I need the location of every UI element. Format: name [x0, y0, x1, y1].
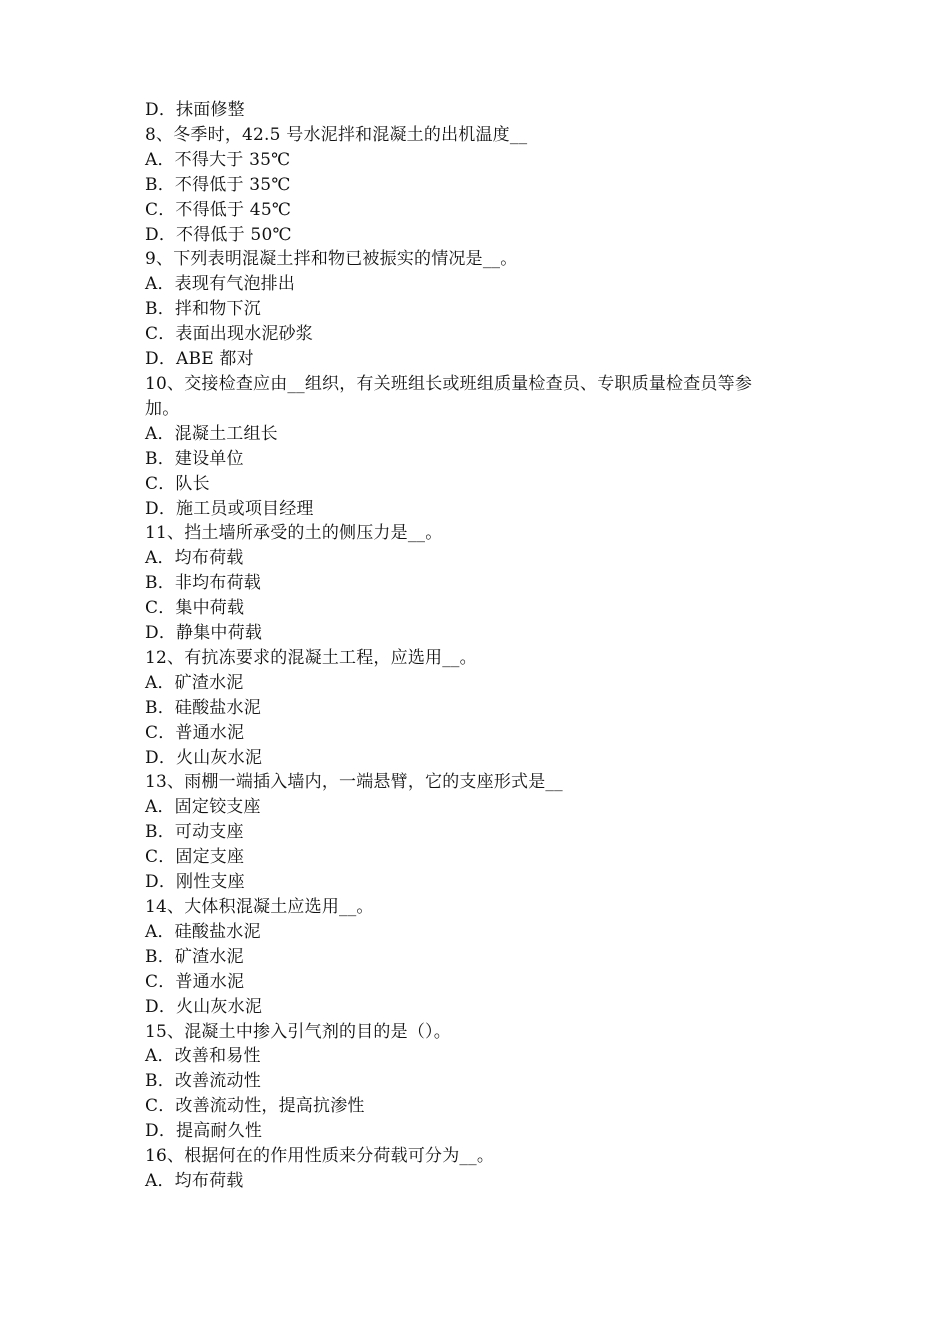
question-line: 11、挡土墙所承受的土的侧压力是__。 [145, 523, 443, 544]
answer-option: D．抹面修整 [145, 100, 245, 120]
question-line: 10、交接检查应由__组织，有关班组长或班组质量检查员、专职质量检查员等参 [145, 373, 753, 394]
question-line: 16、根据何在的作用性质来分荷载可分为__。 [145, 1146, 495, 1167]
question-line: 13、雨棚一端插入墙内，一端悬臂，它的支座形式是__ [145, 772, 563, 793]
answer-option: D．静集中荷载 [145, 623, 263, 644]
answer-option: D．提高耐久性 [145, 1121, 263, 1142]
answer-option: A．改善和易性 [145, 1046, 261, 1067]
answer-option: B．非均布荷载 [145, 573, 261, 594]
answer-option: B．拌和物下沉 [145, 299, 261, 320]
answer-option: B．矿渣水泥 [145, 946, 244, 967]
answer-option: B．改善流动性 [145, 1071, 261, 1092]
answer-option: D．火山灰水泥 [145, 747, 263, 768]
answer-option: D．施工员或项目经理 [145, 498, 314, 519]
answer-option: C．不得低于 45℃ [145, 199, 292, 220]
answer-option: A．均布荷载 [145, 1170, 244, 1191]
answer-option: A．矿渣水泥 [145, 672, 244, 693]
answer-option: A．硅酸盐水泥 [145, 921, 261, 942]
answer-option: C．普通水泥 [145, 971, 245, 992]
answer-option: C．队长 [145, 473, 210, 494]
answer-option: A．混凝土工组长 [145, 423, 278, 444]
question-line: 15、混凝土中掺入引气剂的目的是（）。 [145, 1021, 451, 1042]
answer-option: B．硅酸盐水泥 [145, 697, 261, 718]
answer-option: D．刚性支座 [145, 872, 245, 893]
document-body [145, 98, 815, 1194]
answer-option: A．均布荷载 [145, 548, 244, 569]
question-line: 14、大体积混凝土应选用__。 [145, 897, 374, 917]
answer-option: D．火山灰水泥 [145, 996, 263, 1017]
answer-option: C．集中荷载 [145, 598, 245, 619]
answer-option: B．不得低于 35℃ [145, 174, 291, 195]
question-line-continued: 加。 [145, 398, 180, 419]
answer-option: C．固定支座 [145, 847, 245, 868]
question-line: 8、冬季时，42.5 号水泥拌和混凝土的出机温度__ [145, 124, 528, 145]
answer-option: D．不得低于 50℃ [145, 224, 292, 245]
question-line: 9、下列表明混凝土拌和物已被振实的情况是__。 [145, 249, 518, 270]
answer-option: A．不得大于 35℃ [145, 149, 291, 170]
question-line: 12、有抗冻要求的混凝土工程，应选用__。 [145, 647, 477, 668]
answer-option: B．可动支座 [145, 822, 244, 843]
answer-option: C．普通水泥 [145, 722, 245, 743]
answer-option: C．表面出现水泥砂浆 [145, 324, 314, 345]
answer-option: D．ABE 都对 [145, 349, 254, 370]
answer-option: B．建设单位 [145, 448, 244, 469]
answer-option: C．改善流动性，提高抗渗性 [145, 1096, 365, 1117]
answer-option: A．表现有气泡排出 [145, 274, 296, 295]
answer-option: A．固定铰支座 [145, 797, 261, 818]
